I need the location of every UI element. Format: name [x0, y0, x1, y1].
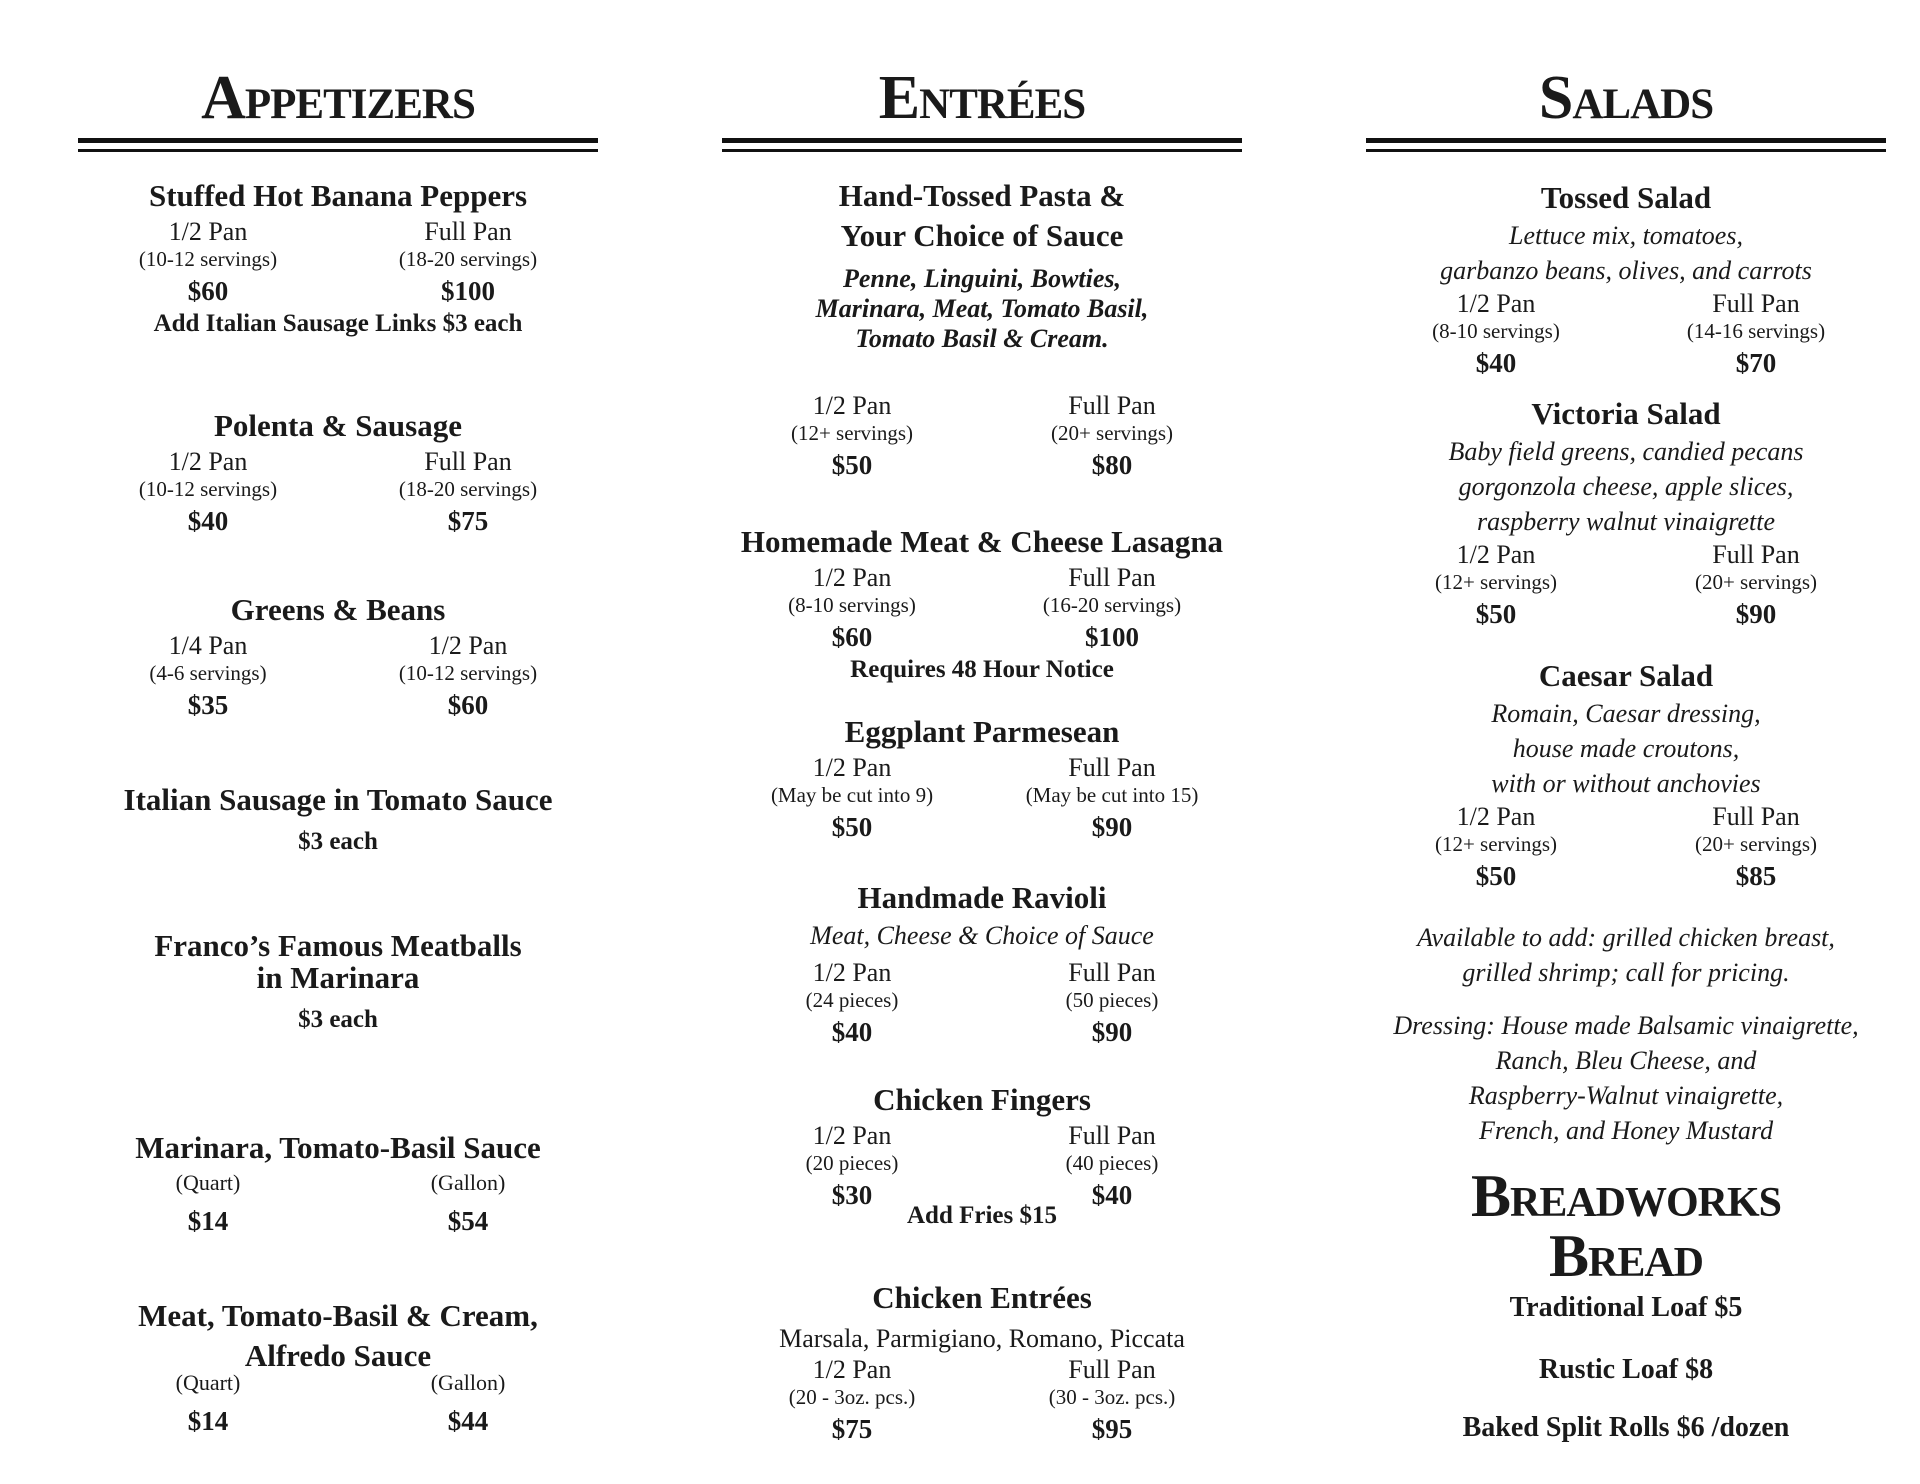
price: $54 — [447, 1206, 489, 1236]
bread-item-rolls: Baked Split Rolls $6 /dozen — [1462, 1412, 1790, 1443]
appetizers-column — [78, 0, 598, 1484]
price-row — [78, 448, 598, 538]
price: $50 — [1475, 861, 1517, 891]
price-row — [722, 1122, 1242, 1212]
price: $90 — [1091, 1017, 1133, 1047]
item-name: Meat, Tomato-Basil & Cream, — [138, 1298, 538, 1333]
servings-label: (12+ servings) — [1434, 570, 1558, 594]
salads-column — [1366, 0, 1886, 1484]
servings-label: (20+ servings) — [1694, 832, 1818, 856]
gallon-option — [338, 1170, 598, 1238]
item-name: Chicken Fingers — [873, 1082, 1091, 1117]
bread-item-rustic: Rustic Loaf $8 — [1538, 1354, 1714, 1385]
half-pan-option — [1366, 290, 1626, 380]
half-pan-option — [1366, 541, 1626, 631]
size-label: Full Pan — [1068, 563, 1156, 592]
item-name: Franco’s Famous Meatballs — [154, 928, 522, 963]
heading-rule — [1366, 138, 1886, 143]
price-row — [722, 564, 1242, 654]
item-name: Stuffed Hot Banana Peppers — [148, 178, 528, 213]
item-note: Requires 48 Hour Notice — [850, 656, 1114, 683]
size-label: 1/2 Pan — [812, 391, 892, 420]
price: $100 — [441, 276, 495, 306]
servings-label: (18-20 servings) — [398, 247, 538, 271]
description-line: Lettuce mix, tomatoes, — [1509, 221, 1743, 250]
size-label: 1/2 Pan — [1456, 802, 1536, 831]
dressing-line: Dressing: House made Balsamic vinaigrette, — [1393, 1011, 1859, 1040]
bread-item-traditional: Traditional Loaf $5 — [1509, 1292, 1743, 1323]
menu-item-eggplant — [722, 712, 1242, 844]
size-label: 1/2 Pan — [1456, 540, 1536, 569]
item-description: Marsala, Parmigiano, Romano, Piccata — [779, 1324, 1185, 1353]
description-line: house made croutons, — [1512, 734, 1740, 763]
price: $75 — [447, 506, 489, 536]
addons-line: grilled shrimp; call for pricing. — [1462, 958, 1790, 987]
price: $50 — [1475, 599, 1517, 629]
price: $14 — [187, 1206, 229, 1236]
item-name: Italian Sausage in Tomato Sauce — [123, 782, 553, 817]
appetizers-heading: Appetizers — [201, 64, 475, 132]
size-label: 1/2 Pan — [1456, 289, 1536, 318]
size-label: Full Pan — [1712, 802, 1800, 831]
servings-label: (4-6 servings) — [149, 661, 267, 685]
servings-label: (24 pieces) — [805, 988, 899, 1012]
price-row — [78, 218, 598, 308]
full-pan-option — [1626, 803, 1886, 893]
servings-label: (18-20 servings) — [398, 477, 538, 501]
size-label: Full Pan — [424, 217, 512, 246]
addons-line: Available to add: grilled chicken breast, — [1417, 923, 1835, 952]
full-pan-option — [982, 392, 1242, 482]
size-label: (Gallon) — [430, 1370, 506, 1395]
item-name: Hand-Tossed Pasta & — [838, 178, 1126, 213]
heading-rule — [78, 138, 598, 143]
menu-item-marinara-sauce — [78, 1128, 598, 1238]
size-label: 1/2 Pan — [812, 563, 892, 592]
price: $85 — [1735, 861, 1777, 891]
servings-label: (20 - 3oz. pcs.) — [788, 1385, 916, 1409]
item-name: Chicken Entrées — [872, 1280, 1092, 1315]
servings-label: (16-20 servings) — [1042, 593, 1182, 617]
price: $40 — [1091, 1180, 1133, 1210]
menu-item-chicken-entrees — [722, 1278, 1242, 1446]
heading-rule — [722, 138, 1242, 143]
price-row — [78, 1170, 598, 1238]
description-line: raspberry walnut vinaigrette — [1476, 507, 1775, 536]
size-label: (Quart) — [175, 1370, 241, 1395]
half-pan-option — [722, 754, 982, 844]
full-pan-option — [982, 1122, 1242, 1212]
full-pan-option — [338, 218, 598, 308]
menu-item-ravioli — [722, 878, 1242, 1049]
menu-item-polenta — [78, 406, 598, 538]
price: $30 — [831, 1180, 873, 1210]
size-label: 1/2 Pan — [812, 958, 892, 987]
size-label: (Gallon) — [430, 1170, 506, 1195]
full-pan-option — [982, 1356, 1242, 1446]
half-pan-option — [78, 448, 338, 538]
price: $40 — [187, 506, 229, 536]
size-label: 1/2 Pan — [168, 217, 248, 246]
price: $60 — [831, 622, 873, 652]
item-name-line2: Alfredo Sauce — [244, 1338, 432, 1373]
full-pan-option — [982, 959, 1242, 1049]
price-row — [722, 754, 1242, 844]
half-pan-option — [722, 392, 982, 482]
servings-label: (40 pieces) — [1065, 1151, 1159, 1175]
price: $44 — [447, 1406, 489, 1436]
servings-label: (12+ servings) — [1434, 832, 1558, 856]
menu-item-tossed-salad — [1366, 178, 1886, 380]
menu-item-greens-beans — [78, 590, 598, 722]
price-row — [1366, 803, 1886, 893]
half-pan-option — [78, 218, 338, 308]
full-pan-option — [1626, 541, 1886, 631]
price: $60 — [447, 690, 489, 720]
size-label: 1/4 Pan — [168, 631, 248, 660]
full-pan-option — [982, 564, 1242, 654]
price-row — [78, 1370, 598, 1438]
price: $40 — [1475, 348, 1517, 378]
full-pan-option — [1626, 290, 1886, 380]
dressing-line: French, and Honey Mustard — [1478, 1116, 1774, 1145]
item-name: Caesar Salad — [1538, 658, 1714, 693]
menu-item-meatballs — [78, 930, 598, 1036]
price: $90 — [1091, 812, 1133, 842]
salads-heading: Salads — [1538, 64, 1714, 132]
price: $90 — [1735, 599, 1777, 629]
size-label: Full Pan — [1712, 289, 1800, 318]
servings-label: (14-16 servings) — [1686, 319, 1826, 343]
menu-item-italian-sausage — [78, 780, 598, 858]
price: $75 — [831, 1414, 873, 1444]
quart-option — [78, 1370, 338, 1438]
price: $50 — [831, 450, 873, 480]
description-line: with or without anchovies — [1491, 769, 1761, 798]
half-pan-option — [722, 959, 982, 1049]
servings-label: (30 - 3oz. pcs.) — [1048, 1385, 1176, 1409]
dressing-line: Raspberry-Walnut vinaigrette, — [1468, 1081, 1784, 1110]
price: $14 — [187, 1406, 229, 1436]
servings-label: (10-12 servings) — [138, 477, 278, 501]
quarter-pan-option — [78, 632, 338, 722]
description-line: gorgonzola cheese, apple slices, — [1458, 472, 1794, 501]
item-name: Tossed Salad — [1540, 180, 1712, 215]
full-pan-option — [982, 754, 1242, 844]
size-label: 1/2 Pan — [168, 447, 248, 476]
item-note: Add Fries $15 — [907, 1202, 1057, 1229]
size-label: Full Pan — [424, 447, 512, 476]
menu-item-caesar-salad — [1366, 656, 1886, 893]
servings-label: (10-12 servings) — [138, 247, 278, 271]
item-name: Greens & Beans — [230, 592, 446, 627]
item-name-line2: in Marinara — [256, 960, 420, 995]
price: $95 — [1091, 1414, 1133, 1444]
menu-item-lasagna — [722, 522, 1242, 686]
servings-label: (20 pieces) — [805, 1151, 899, 1175]
breadworks-heading: Breadworks — [1470, 1163, 1782, 1229]
item-name: Eggplant Parmesean — [844, 714, 1120, 749]
entrees-column — [722, 0, 1242, 1484]
description-line: Baby field greens, candied pecans — [1448, 437, 1804, 466]
size-label: Full Pan — [1068, 1355, 1156, 1384]
half-pan-option — [338, 632, 598, 722]
heading-rule — [722, 149, 1242, 152]
item-description — [722, 264, 1242, 354]
menu-item-cream-alfredo-sauce — [78, 1296, 598, 1438]
price-row — [1366, 541, 1886, 631]
price: $50 — [831, 812, 873, 842]
size-label: Full Pan — [1068, 1121, 1156, 1150]
menu-item-chicken-fingers — [722, 1080, 1242, 1232]
heading-rule — [78, 149, 598, 152]
description-line: Marinara, Meat, Tomato Basil, — [815, 294, 1149, 323]
item-description: Meat, Cheese & Choice of Sauce — [810, 921, 1154, 950]
gallon-option — [338, 1370, 598, 1438]
price: $40 — [831, 1017, 873, 1047]
price: $80 — [1091, 450, 1133, 480]
description-line: garbanzo beans, olives, and carrots — [1440, 256, 1812, 285]
menu-item-stuffed-peppers — [78, 176, 598, 340]
salad-addons-note — [1366, 920, 1886, 990]
half-pan-option — [722, 564, 982, 654]
price-row — [722, 1356, 1242, 1446]
price-row — [722, 392, 1242, 482]
quart-option — [78, 1170, 338, 1238]
item-name: Marinara, Tomato-Basil Sauce — [135, 1130, 541, 1165]
breadworks-section — [1366, 1163, 1886, 1289]
description-line: Tomato Basil & Cream. — [855, 324, 1109, 353]
servings-label: (20+ servings) — [1050, 421, 1174, 445]
size-label: Full Pan — [1712, 540, 1800, 569]
size-label: Full Pan — [1068, 391, 1156, 420]
size-label: 1/2 Pan — [428, 631, 508, 660]
half-pan-option — [1366, 803, 1626, 893]
size-label: (Quart) — [175, 1170, 241, 1195]
price-row — [722, 959, 1242, 1049]
servings-label: (8-10 servings) — [788, 593, 916, 617]
item-name: Handmade Ravioli — [857, 880, 1107, 915]
item-note: Add Italian Sausage Links $3 each — [153, 310, 523, 337]
salad-dressing-note — [1366, 1008, 1886, 1148]
entrees-heading: Entrées — [878, 64, 1086, 132]
servings-label: (10-12 servings) — [398, 661, 538, 685]
size-label: 1/2 Pan — [812, 1355, 892, 1384]
size-label: Full Pan — [1068, 753, 1156, 782]
menu-item-victoria-salad — [1366, 394, 1886, 631]
servings-label: (8-10 servings) — [1432, 319, 1560, 343]
price-row — [78, 632, 598, 722]
size-label: Full Pan — [1068, 958, 1156, 987]
price: $60 — [187, 276, 229, 306]
servings-label: (May be cut into 15) — [1025, 783, 1199, 807]
half-pan-option — [722, 1356, 982, 1446]
price: $3 each — [298, 1006, 378, 1033]
item-name: Homemade Meat & Cheese Lasagna — [740, 524, 1224, 559]
size-label: 1/2 Pan — [812, 753, 892, 782]
servings-label: (50 pieces) — [1065, 988, 1159, 1012]
description-line: Penne, Linguini, Bowties, — [842, 264, 1122, 293]
half-pan-option — [722, 1122, 982, 1212]
menu-item-pasta — [722, 176, 1242, 482]
dressing-line: Ranch, Bleu Cheese, and — [1495, 1046, 1757, 1075]
price: $70 — [1735, 348, 1777, 378]
description-line: Romain, Caesar dressing, — [1491, 699, 1761, 728]
price: $3 each — [298, 828, 378, 855]
heading-rule — [1366, 149, 1886, 152]
item-name: Victoria Salad — [1531, 396, 1721, 431]
item-name-line2: Your Choice of Sauce — [840, 218, 1124, 253]
servings-label: (May be cut into 9) — [770, 783, 934, 807]
price: $100 — [1085, 622, 1139, 652]
breadworks-heading-line2: Bread — [1548, 1223, 1704, 1289]
servings-label: (12+ servings) — [790, 421, 914, 445]
servings-label: (20+ servings) — [1694, 570, 1818, 594]
size-label: 1/2 Pan — [812, 1121, 892, 1150]
price: $35 — [187, 690, 229, 720]
item-name: Polenta & Sausage — [214, 408, 462, 443]
price-row — [1366, 290, 1886, 380]
full-pan-option — [338, 448, 598, 538]
